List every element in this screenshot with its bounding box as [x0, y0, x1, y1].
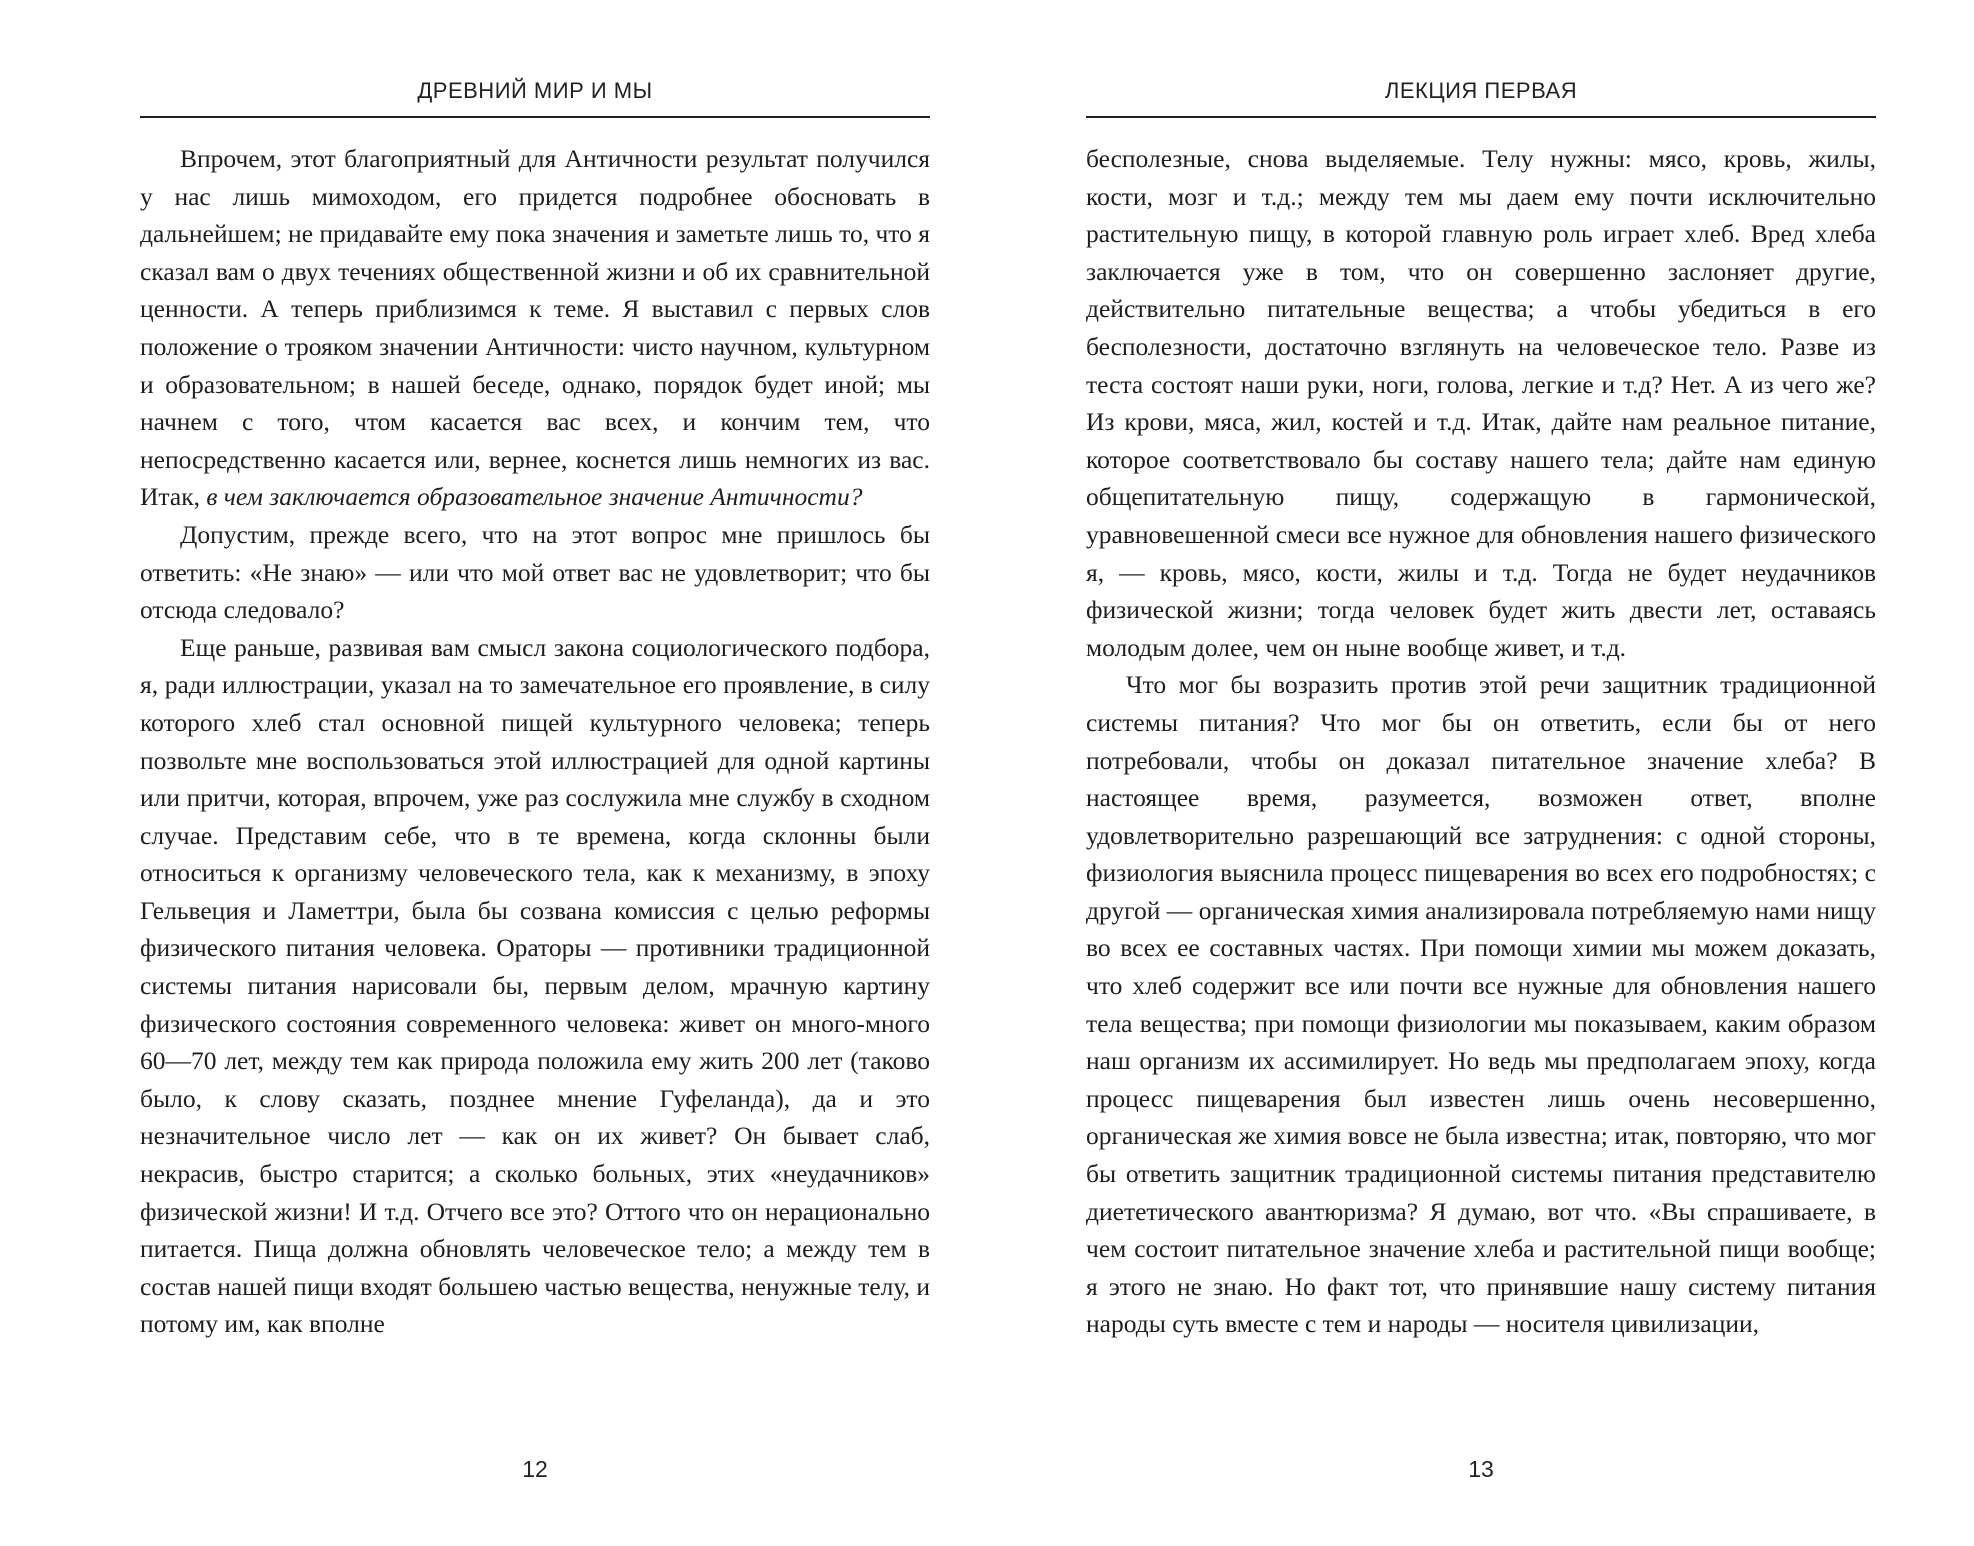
paragraph: Еще раньше, развивая вам смысл закона социологического подбора, я, ради иллюстрации, указал на то замечательное его проявление, в силу которого хлеб стал основной пищей культурного человека; теперь позвольте мне воспользоваться этой иллюстрацией для одной картины или притчи, которая, впрочем, уже раз сослужила мне службу в сходном случае. Представим себе, что в те времена, когда склонны были относиться к организму человеческого тела, как к механизму, в эпоху Гельвеция и Ламеттри, была бы созвана комиссия с целью реформы физического питания человека. Ораторы — противники традиционной системы питания нарисовали бы, первым делом, мрачную картину физического состояния современного человека: живет он много-много 60—70 лет, между тем как природа положила ему жить 200 лет (таково было, к слову сказать, позднее мнение Гуфеланда), да и это незначительное число лет — как он их живет? Он бывает слаб, некрасив, быстро старится; а сколько больных, этих «неудачников» физической жизни! И т.д. Отчего все это? Оттого что он нерационально питается. Пища должна обновлять человеческое тело; а между тем в состав нашей пищи входят большею частью вещества, ненужные телу, и потому им, как вполне [140, 632, 930, 1339]
italic-question: в чем заключается образовательное значение Античности? [206, 482, 863, 512]
right-page [1086, 0, 1886, 1546]
body-text-left [140, 140, 930, 1343]
paragraph: Допустим, прежде всего, что на этот вопрос мне пришлось бы ответить: «Не знаю» — или что мой ответ вас не удовлетворит; что бы отсюда следовало? [140, 519, 930, 625]
left-page [140, 0, 940, 1546]
paragraph: Что мог бы возразить против этой речи защитник традиционной системы питания? Что мог бы он ответить, если бы от него потребовали, чтобы он доказал питательное значение хлеба? В настоящее время, разумеется, возможен ответ, вполне удовлетворительно разрешающий все затруднения: с одной стороны, физиология выяснила процесс пищеварения во всех его подробностях; с другой — органическая химия анализировала потребляемую нами нищу во всех ее составных частях. При помощи химии мы можем доказать, что хлеб содержит все или почти все нужные для обновления нашего тела вещества; при помощи физиологии мы показываем, каким образом наш организм их ассимилирует. Но ведь мы предполагаем эпоху, когда процесс пищеварения был известен лишь очень несовершенно, органическая же химия вовсе не была известна; итак, повторяю, что мог бы ответить защитник традиционной системы питания представителю диететического авантюризма? Я думаю, вот что. «Вы спрашиваете, в чем состоит питательное значение хлеба и растительной пищи вообще; я этого не знаю. Но факт тот, что принявшие нашу систему питания народы суть вместе с тем и народы — носителя цивилизации, [1086, 670, 1876, 1339]
body-text-right [1086, 140, 1876, 1343]
paragraph [140, 140, 930, 516]
header-rule-left [140, 116, 930, 118]
running-head-left: ДРЕВНИЙ МИР И МЫ [417, 78, 653, 103]
paragraph: бесполезные, снова выделяемые. Телу нужны: мясо, кровь, жилы, кости, мозг и т.д.; между тем мы даем ему почти исключительно растительную пищу, в которой главную роль играет хлеб. Вред хлеба заключается уже в том, что он совершенно заслоняет другие, действительно питательные вещества; а чтобы убедиться в его бесполезности, достаточно взглянуть на человеческое тело. Разве из теста состоят наши руки, ноги, голова, легкие и т.д? Нет. А из чего же? Из крови, мяса, жил, костей и т.д. Итак, дайте нам реальное питание, которое соответствовало бы составу нашего тела; дайте нам единую общепитательную пищу, содержащую в гармонической, уравновешенной смеси все нужное для обновления нашего физического я, — кровь, мясо, кости, жилы и т.д. Тогда не будет неудачников физической жизни; тогда человек будет жить двести лет, оставаясь молодым долее, чем он ныне вообще живет, и т.д. [1086, 144, 1876, 662]
page-number-right: 13 [1468, 1456, 1494, 1482]
paragraph-text: Впрочем, этот благоприятный для Античности результат получился у нас лишь мимоходом, его придется подробнее обосновать в дальнейшем; не придавайте ему пока значения и заметьте лишь то, что я сказал вам о двух течениях общественной жизни и об их сравнительной ценности. А теперь приблизимся к теме. Я выставил с первых слов положение о трояком значении Античности: чисто научном, культурном и образовательном; в нашей беседе, однако, порядок будет иной; мы начнем с того, чтом касается вас всех, и кончим тем, что непосредственно касается или, вернее, коснется лишь немногих из вас. Итак, [140, 144, 930, 512]
running-head-right: ЛЕКЦИЯ ПЕРВАЯ [1384, 78, 1578, 103]
page-number-left: 12 [522, 1456, 548, 1482]
header-rule-right [1086, 116, 1876, 118]
